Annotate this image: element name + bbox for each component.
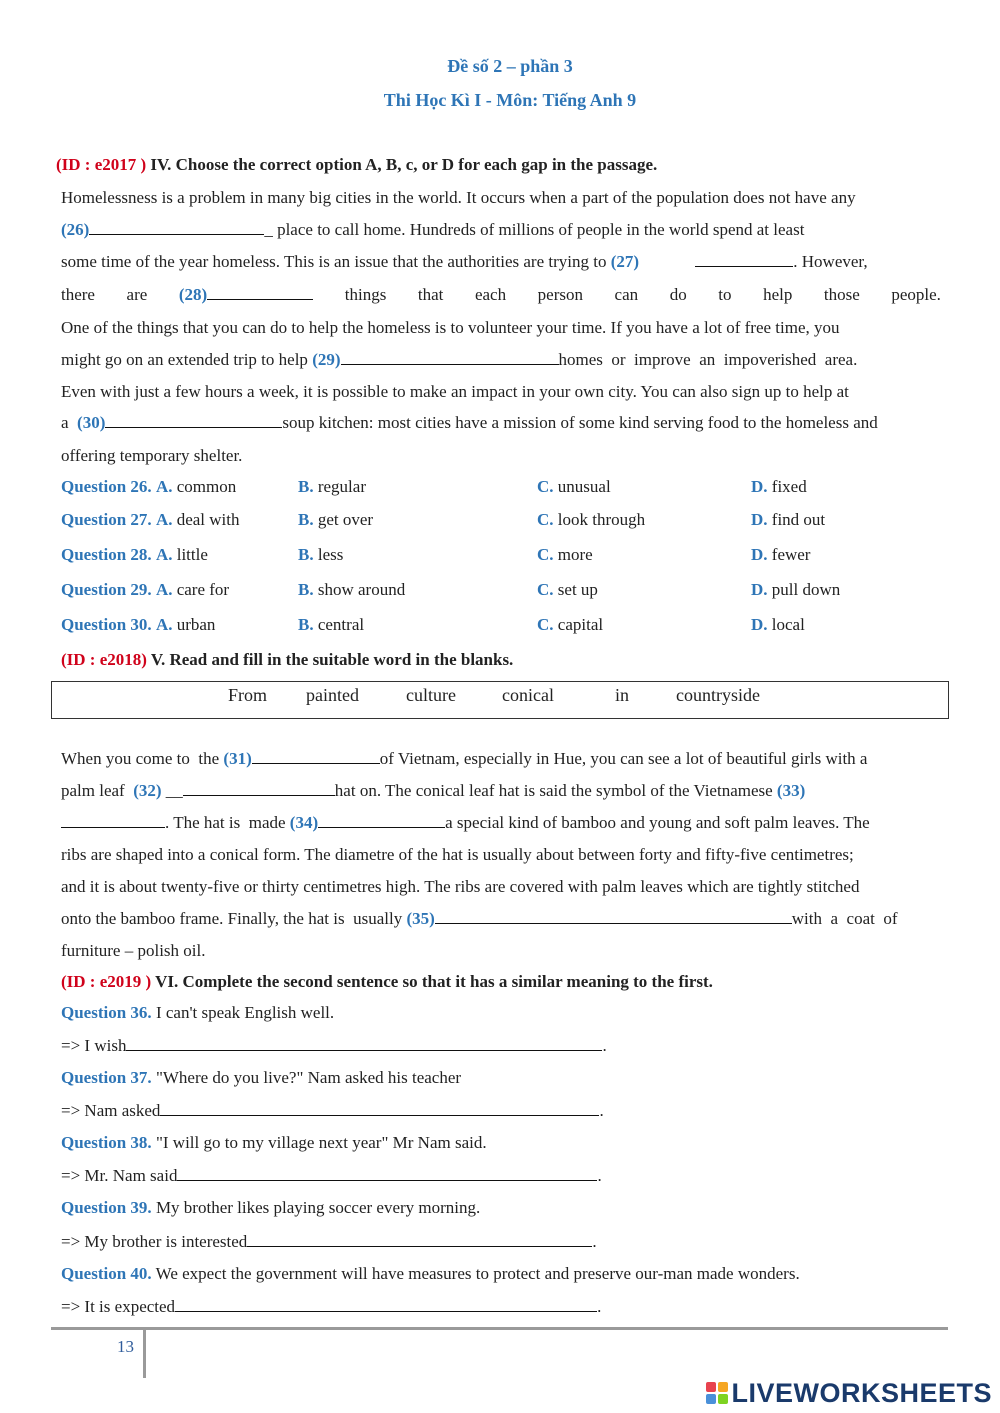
question-label: Question 26.	[61, 477, 152, 496]
option-d[interactable]	[751, 580, 840, 600]
option-letter: B.	[298, 545, 314, 564]
footer-divider	[51, 1327, 948, 1330]
question-label: Question 28.	[61, 545, 152, 564]
option-text: pull down	[771, 580, 841, 599]
gap-35-blank[interactable]	[435, 909, 792, 924]
gap-27-blank[interactable]	[695, 252, 793, 267]
option-letter: A.	[155, 510, 173, 529]
gap-28-blank[interactable]	[207, 285, 313, 300]
passage-line: a (30) soup kitchen: most cities have a mission of some kind serving food to the homeless and	[61, 413, 878, 432]
gap-32-blank[interactable]	[183, 781, 335, 796]
section-4-heading: (ID : e2017 ) IV. Choose the correct option A, B, c, or D for each gap in the passage.	[56, 155, 658, 174]
option-a[interactable]	[61, 477, 236, 497]
option-text: regular	[317, 477, 366, 496]
gap-29-label: (29)	[312, 350, 341, 369]
option-c[interactable]	[537, 580, 598, 600]
rewrite-answer: => I wish .	[61, 1036, 607, 1055]
answer-37-blank[interactable]	[160, 1101, 599, 1116]
option-letter: A.	[155, 580, 173, 599]
option-letter: B.	[298, 510, 314, 529]
option-letter: A.	[155, 477, 173, 496]
rewrite-answer: => Mr. Nam said .	[61, 1166, 602, 1185]
option-text: set up	[557, 580, 598, 599]
option-text: fixed	[771, 477, 807, 496]
rewrite-answer: => My brother is interested .	[61, 1232, 597, 1251]
section-5-id: (ID : e2018)	[61, 650, 147, 669]
question-label: Question 29.	[61, 580, 152, 599]
option-text: deal with	[176, 510, 240, 529]
option-letter: C.	[537, 510, 554, 529]
option-d[interactable]	[751, 477, 807, 497]
option-c[interactable]	[537, 545, 593, 565]
option-letter: C.	[537, 477, 554, 496]
passage-line: palm leaf (32) __ hat on. The conical leaf hat is said the symbol of the Vietnamese (33)	[61, 781, 806, 800]
passage-line: Even with just a few hours a week, it is possible to make an impact in your own city. You can also sign up to help at	[61, 382, 849, 401]
section-6-heading: (ID : e2019 ) VI. Complete the second sentence so that it has a similar meaning to the first.	[61, 972, 713, 991]
rewrite-question: Question 39. My brother likes playing soccer every morning.	[61, 1198, 481, 1217]
gap-28-label: (28)	[178, 285, 208, 304]
word-option: culture	[406, 685, 456, 705]
passage-line: One of the things that you can do to help the homeless is to volunteer your time. If you have a lot of free time, you	[61, 318, 840, 337]
rewrite-question: Question 40. We expect the government will have measures to protect and preserve our-man made wonders.	[61, 1264, 800, 1283]
option-letter: D.	[751, 545, 768, 564]
answer-39-blank[interactable]	[247, 1232, 592, 1247]
option-c[interactable]	[537, 615, 603, 635]
option-text: central	[317, 615, 365, 634]
option-b[interactable]	[298, 615, 364, 635]
option-b[interactable]	[298, 510, 373, 530]
section-6-id: (ID : e2019 )	[61, 972, 152, 991]
passage-line: might go on an extended trip to help (29) homes or improve an impoverished area.	[61, 350, 858, 369]
option-text: more	[557, 545, 593, 564]
option-letter: A.	[155, 545, 173, 564]
option-letter: C.	[537, 580, 554, 599]
option-d[interactable]	[751, 545, 810, 565]
answer-38-blank[interactable]	[177, 1166, 597, 1181]
passage-line: . The hat is made (34) a special kind of bamboo and young and soft palm leaves. The	[61, 812, 941, 834]
option-text: find out	[771, 510, 826, 529]
rewrite-question: Question 38. "I will go to my village next year" Mr Nam said.	[61, 1133, 487, 1152]
passage-line: When you come to the (31) of Vietnam, especially in Hue, you can see a lot of beautiful girls with a	[61, 749, 868, 768]
rewrite-question: Question 36. I can't speak English well.	[61, 1003, 335, 1022]
option-text: unusual	[557, 477, 611, 496]
option-letter: B.	[298, 477, 314, 496]
rewrite-answer: => It is expected .	[61, 1297, 602, 1316]
option-text: show around	[317, 580, 406, 599]
option-letter: D.	[751, 477, 768, 496]
rewrite-question: Question 37. "Where do you live?" Nam asked his teacher	[61, 1068, 462, 1087]
option-text: care for	[176, 580, 230, 599]
page-number: 13	[117, 1337, 134, 1356]
question-label: Question 27.	[61, 510, 152, 529]
option-c[interactable]	[537, 510, 645, 530]
option-text: less	[317, 545, 344, 564]
passage-line: and it is about twenty-five or thirty centimetres high. The ribs are covered with palm leaves which are tightly stitched	[61, 877, 860, 896]
option-text: look through	[557, 510, 646, 529]
section-5-heading: (ID : e2018) V. Read and fill in the suitable word in the blanks.	[61, 650, 514, 669]
option-letter: A.	[155, 615, 173, 634]
option-text: urban	[176, 615, 216, 634]
gap-30-label: (30)	[77, 413, 106, 432]
gap-26-blank[interactable]	[89, 220, 264, 235]
question-label: Question 30.	[61, 615, 152, 634]
option-a[interactable]	[61, 510, 240, 530]
passage-line: offering temporary shelter.	[61, 446, 243, 465]
passage-line: furniture – polish oil.	[61, 941, 206, 960]
passage-line: there are (28) things that each person can do to help those people.	[61, 285, 941, 304]
word-option: painted	[306, 685, 359, 705]
answer-40-blank[interactable]	[175, 1297, 597, 1312]
footer-vertical-divider	[143, 1330, 146, 1378]
gap-34-blank[interactable]	[318, 813, 445, 828]
option-text: capital	[557, 615, 604, 634]
gap-33-blank[interactable]	[61, 813, 165, 828]
page-title: Đề số 2 – phần 3	[447, 56, 573, 76]
option-letter: C.	[537, 615, 554, 634]
option-d[interactable]	[751, 510, 825, 530]
option-letter: B.	[298, 580, 314, 599]
word-option: conical	[502, 685, 554, 705]
option-b[interactable]	[298, 477, 366, 497]
gap-31-blank[interactable]	[252, 749, 380, 764]
liveworksheets-logo-icon	[706, 1382, 728, 1404]
word-option: in	[615, 685, 630, 705]
gap-34-label: (34)	[289, 813, 319, 832]
passage-line: ribs are shaped into a conical form. The diametre of the hat is usually about between forty and fifty-five centimetres;	[61, 845, 854, 864]
rewrite-answer: => Nam asked .	[61, 1101, 604, 1120]
option-b[interactable]	[298, 545, 343, 565]
option-text: little	[176, 545, 208, 564]
gap-33-label: (33)	[776, 781, 806, 800]
gap-30-blank[interactable]	[105, 413, 282, 428]
option-text: get over	[317, 510, 374, 529]
option-c[interactable]	[537, 477, 611, 497]
gap-29-blank[interactable]	[341, 350, 559, 365]
option-letter: D.	[751, 615, 768, 634]
word-option: From	[228, 685, 268, 705]
option-text: local	[771, 615, 805, 634]
section-4-id: (ID : e2017 )	[56, 155, 147, 174]
liveworksheets-logo: LIVEWORKSHEETS	[706, 1378, 992, 1409]
option-d[interactable]	[751, 615, 805, 635]
gap-31-label: (31)	[223, 749, 252, 768]
option-a[interactable]	[61, 615, 215, 635]
passage-line: onto the bamboo frame. Finally, the hat is usually (35) with a coat of	[61, 909, 898, 928]
passage-line: Homelessness is a problem in many big cities in the world. It occurs when a part of the population does not have any	[61, 188, 856, 207]
option-letter: B.	[298, 615, 314, 634]
page-subtitle: Thi Học Kì I - Môn: Tiếng Anh 9	[383, 90, 637, 110]
passage-line: (26) _ place to call home. Hundreds of millions of people in the world spend at least	[61, 220, 805, 239]
gap-35-label: (35)	[406, 909, 435, 928]
option-a[interactable]	[61, 545, 208, 565]
answer-36-blank[interactable]	[126, 1036, 602, 1051]
option-text: fewer	[771, 545, 811, 564]
gap-27-label: (27)	[610, 252, 640, 271]
option-letter: C.	[537, 545, 554, 564]
option-a[interactable]	[61, 580, 229, 600]
word-box	[51, 681, 949, 719]
option-letter: D.	[751, 580, 768, 599]
gap-26-label: (26)	[61, 220, 90, 239]
gap-32-label: (32)	[133, 781, 162, 800]
option-letter: D.	[751, 510, 768, 529]
option-b[interactable]	[298, 580, 405, 600]
word-option: countryside	[676, 685, 760, 705]
passage-line: some time of the year homeless. This is an issue that the authorities are trying to (27) . However,	[61, 252, 868, 271]
option-text: common	[176, 477, 237, 496]
